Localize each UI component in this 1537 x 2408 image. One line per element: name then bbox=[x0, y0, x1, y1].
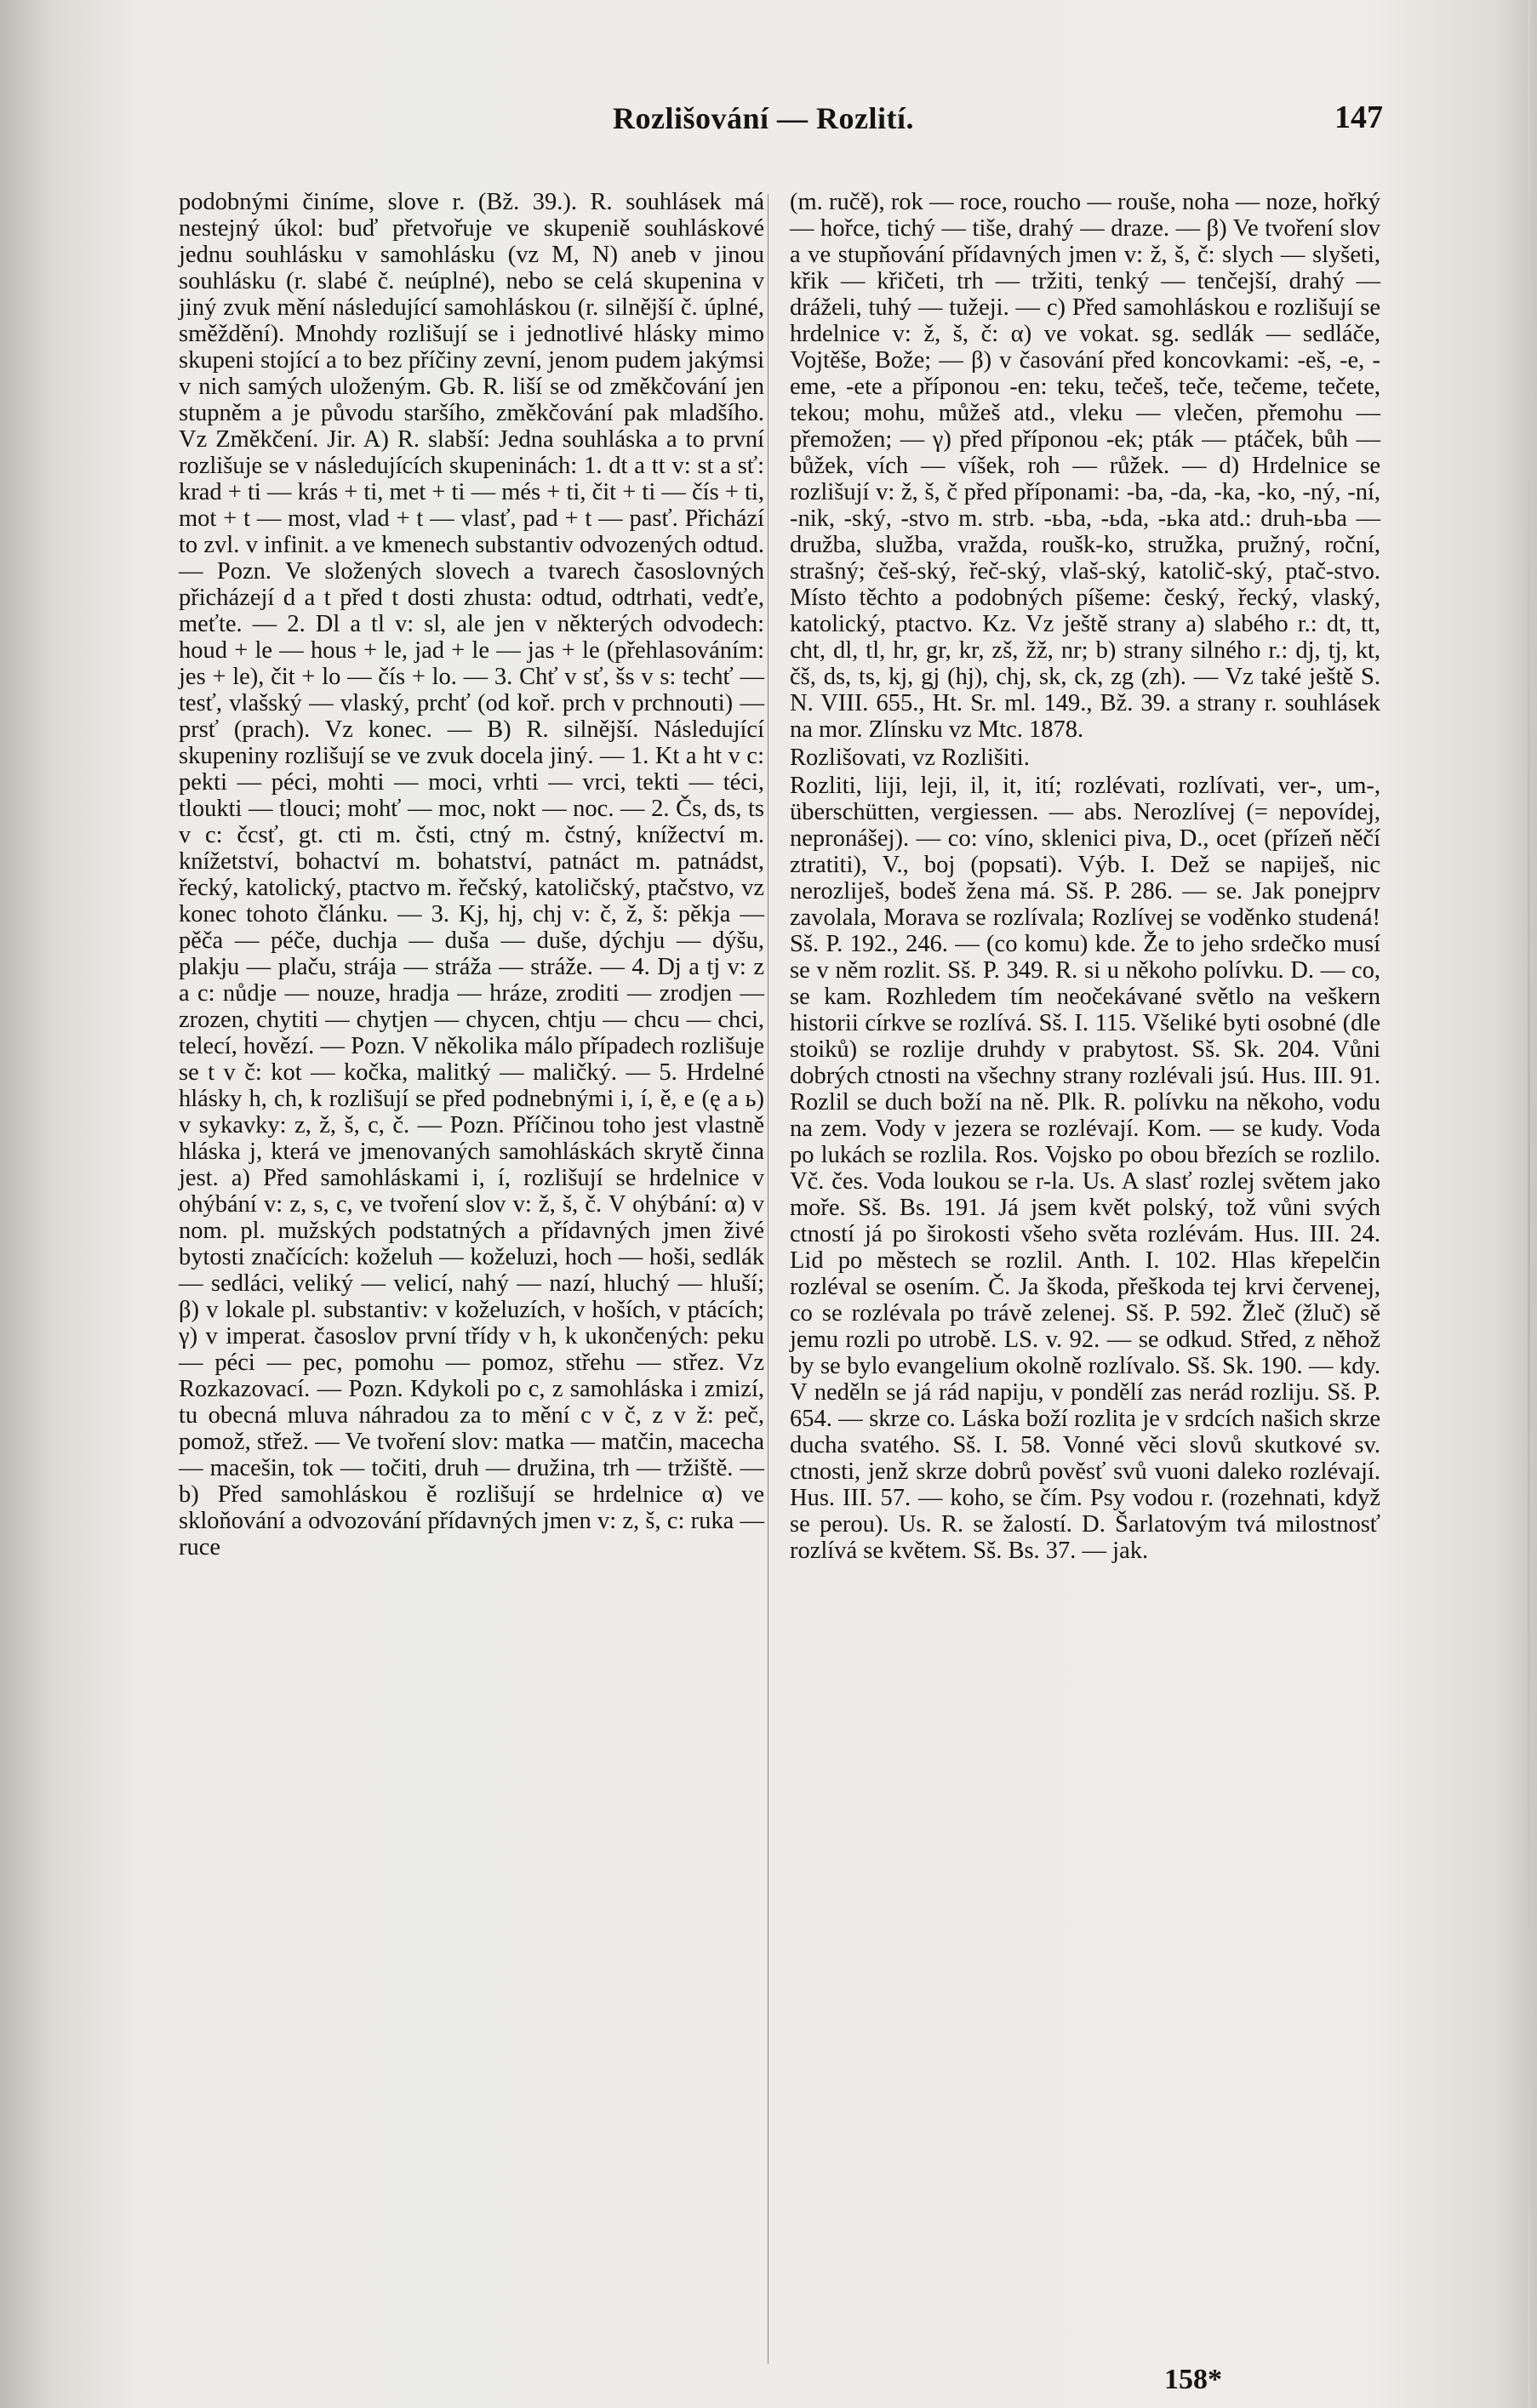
left-column-text: podobnými činíme, slove r. (Bž. 39.). R. souhlásek má nestejný úkol: buď přetvořuje ve skupeniě souhláskové jednu souhlásku v samohlásku (vz M, N) aneb v jinou souhlásku (r. slabé č. neúplné), nebo se celá skupenina v jiný zvuk mění následující samohláskou (r. silnější č. úplné, směždění). Mnohdy rozlišují se i jednotlivé hlásky mimo skupeni stojící a to bez příčiny zevní, jenom pudem jakýmsi v nich samých uloženým. Gb. R. liší se od změkčování jen stupněm a je původu staršího, změkčování pak mladšího. Vz Změkčení. Jir. A) R. slabší: Jedna souhláska a to první rozlišuje se v následujících skupeninách: 1. dt a tt v: st a sť: krad + ti — krás + ti, met + ti — més + ti, čit + ti — čís + ti, mot + t — most, vlad + t — vlasť, pad + t — pasť. Přichází to zvl. v infinit. a ve kmenech substantiv odvozených odtud. — Pozn. Ve složených slovech a tvarech časoslovných přicházejí d a t před t dosti zhusta: odtud, odtrhati, vedťe, meťte. — 2. Dl a tl v: sl, ale jen v některých odvodech: houd + le — hous + le, jad + le — jas + le (přehlasováním: jes + le), čit + lo — čís + lo. — 3. Chť v sť, šs v s: techť — tesť, vlašský — vlaský, prchť (od koř. prch v prchnouti) — prsť (prach). Vz konec. — B) R. silnější. Následující skupeniny rozlišují se ve zvuk docela jiný. — 1. Kt a ht v c: pekti — péci, mohti — moci, vrhti — vrci, tekti — téci, tloukti — tlouci; mohť — moc, nokt — noc. — 2. Čs, ds, ts v c: čcsť, gt. cti m. čsti, ctný m. čstný, knížectví m. knížetství, bohactví m. bohatství, patnáct m. patnádst, řecký, katolický, ptactvo m. řečský, katoličský, ptačstvo, vz konec tohoto článku. — 3. Kj, hj, chj v: č, ž, š: pěkja — pěča — péče, duchja — duša — duše, dýchju — dýšu, plakju — plaču, strája — stráža — stráže. — 4. Dj a tj v: z a c: nůdje — nouze, hradja — hráze, zroditi — zrodjen — zrozen, chytiti — chytjen — chycen, chtju — chcu — chci, telecí, hovězí. — Pozn. V několika málo případech rozlišuje se t v č: kot — kočka, malitký — maličký. — 5. Hrdelné hlásky h, ch, k rozlišují se před podnebnými i, í, ě, e (ę a ь) v sykavky: z, ž, š, c, č. — Pozn. Příčinou toho jest vlastně hláska j, která ve jmenovaných samohláskách skrytě činna jest. a) Před samohláskami i, í, rozlišují se hrdelnice v ohýbání v: z, s, c, ve tvoření slov v: ž, š, č. V ohýbání: α) v nom. pl. mužských podstatných a přídavných jmen živé bytosti značících: koželuh — koželuzi, hoch — hoši, sedlák — sedláci, veliký — velicí, nahý — nazí, hluchý — hluší; β) v lokale pl. substantiv: v koželuzích, v hoších, v ptácích; γ) v imperat. časoslov první třídy v h, k ukončených: peku — péci — pec, pomohu — pomoz, střehu — střez. Vz Rozkazovací. — Pozn. Kdykoli po c, z samohláska i zmizí, tu obecná mluva náhradou za to mění c v č, z v ž: peč, pomož, střež. — Ve tvoření slov: matka — matčin, macecha — macešin, tok — točiti, druh — družina, trh — tržiště. — b) Před samohláskou ě rozlišují se hrdelnice α) ve skloňování a odvozování přídavných jmen v: z, š, c: ruka — ruce bbox=[179, 189, 764, 1561]
right-column-text-continuation: (m. ručě), rok — roce, roucho — rouše, noha — noze, hořký — hořce, tichý — tiše, drahý — draze. — β) Ve tvoření slov a ve stupňování přídavných jmen v: ž, š, č: slych — slyšeti, křik — křičeti, trh — tržiti, tenký — tenčejší, drahý — dráželi, tuhý — tužeji. — c) Před samohláskou e rozlišují se hrdelnice v: ž, š, č: α) ve vokat. sg. sedlák — sedláče, Vojtěše, Bože; — β) v časování před koncovkami: -eš, -e, -eme, -ete a příponou -en: teku, tečeš, teče, tečeme, tečete, tekou; mohu, můžeš atd., vleku — vlečen, přemohu — přemožen; — γ) před příponou -ek; pták — ptáček, bůh — bůžek, vích — víšek, roh — růžek. — d) Hrdelnice se rozlišují v: ž, š, č před příponami: -ba, -da, -ka, -ko, -ný, -ní, -nik, -ský, -stvo m. strb. -ьba, -ьda, -ьka atd.: druh-ьba — družba, služba, vražda, roušk-ko, stružka, pružný, roční, strašný; češ-ský, řeč-ský, vlaš-ský, katolič-ský, ptač-stvo. Místo těchto a podobných píšeme: český, řecký, vlaský, katolický, ptactvo. Kz. Vz ještě strany a) slabého r.: dt, tt, cht, dl, tl, hr, gr, kr, zš, žž, nr; b) strany silného r.: dj, tj, kt, čš, ds, ts, kj, gj (hj), chj, sk, ck, zg (zh). — Vz také ještě S. N. VIII. 655., Ht. Sr. ml. 149., Bž. 39. a strany r. souhlásek na mor. Zlínsku vz Mtc. 1878. bbox=[790, 189, 1380, 743]
page-number: 147 bbox=[1334, 100, 1383, 135]
signature-mark: 158* bbox=[1164, 2364, 1222, 2395]
right-column bbox=[790, 189, 1380, 1564]
left-column bbox=[179, 189, 764, 1561]
entry-rozlisovati: Rozlišovati, vz Rozlišiti. bbox=[790, 745, 1030, 771]
page-header bbox=[0, 92, 1537, 143]
running-head: Rozlišování — Rozlití. bbox=[613, 101, 914, 135]
entry-rozliti: Rozliti, liji, leji, il, it, ití; rozlévati, rozlívati, ver-, um-, überschütten, vergiessen. — abs. Nerozlívej (= nepovídej, nepronášej). — co: víno, sklenici piva, D., ocet (přízeň něčí ztratiti), V., boj (popsati). Výb. I. Dež se napiješ, nic nerozliješ, bodeš žena má. Sš. P. 286. — se. Jak ponejprv zavolala, Morava se rozlívala; Rozlívej se voděnko studená! Sš. P. 192., 246. — (co komu) kde. Že to jeho srdečko musí se v něm rozlit. Sš. P. 349. R. si u někoho polívku. D. — co, se kam. Rozhledem tím neočekávané světlo na veškern historii církve se rozlívá. Sš. I. 115. Všeliké byti osobné (dle stoiků) se rozlije druhdy v prabytost. Sš. Sk. 204. Vůni dobrých ctnosti na všechny strany rozlévali jsú. Hus. III. 91. Rozlil se duch boží na ně. Plk. R. polívku na někoho, vodu na zem. Vody v jezera se rozlévají. Kom. — se kudy. Voda po lukách se rozlila. Ros. Vojsko po obou březích se rozlilo. Vč. čes. Voda loukou se r-la. Us. A slasť rozlej světem jako moře. Sš. Bs. 191. Já jsem květ polský, tož vůni svých ctností já po širokosti všeho světa rozlévám. Hus. III. 24. Lid po městech se rozlil. Anth. I. 102. Hlas křepelčin rozléval se osením. Č. Ja škoda, přeškoda tej krvi červenej, co se rozlévala po trávě zelenej. Sš. P. 592. Žleč (žluč) sě jemu rozli po utrobě. LS. v. 92. — se odkud. Střed, z něhož by se bylo evangelium okolně rozlívalo. Sš. Sk. 190. — kdy. V neděln se já rád napiju, v pondělí zas nerád rozliju. Sš. P. 654. — skrze co. Láska boží rozlita je v srdcích našich skrze ducha svatého. Sš. I. 58. Vonné věci slovů skutkové sv. ctnosti, jenž skrze dobrů pověsť svů vuoni daleko rozlévají. Hus. III. 57. — koho, se čím. Psy vodou r. (rozehnati, když se perou). Us. R. se žalostí. D. Šarlatovým tvá milostnosť rozlívá se květem. Sš. Bs. 37. — jak. bbox=[790, 773, 1380, 1564]
scan-edge bbox=[1528, 0, 1530, 2408]
